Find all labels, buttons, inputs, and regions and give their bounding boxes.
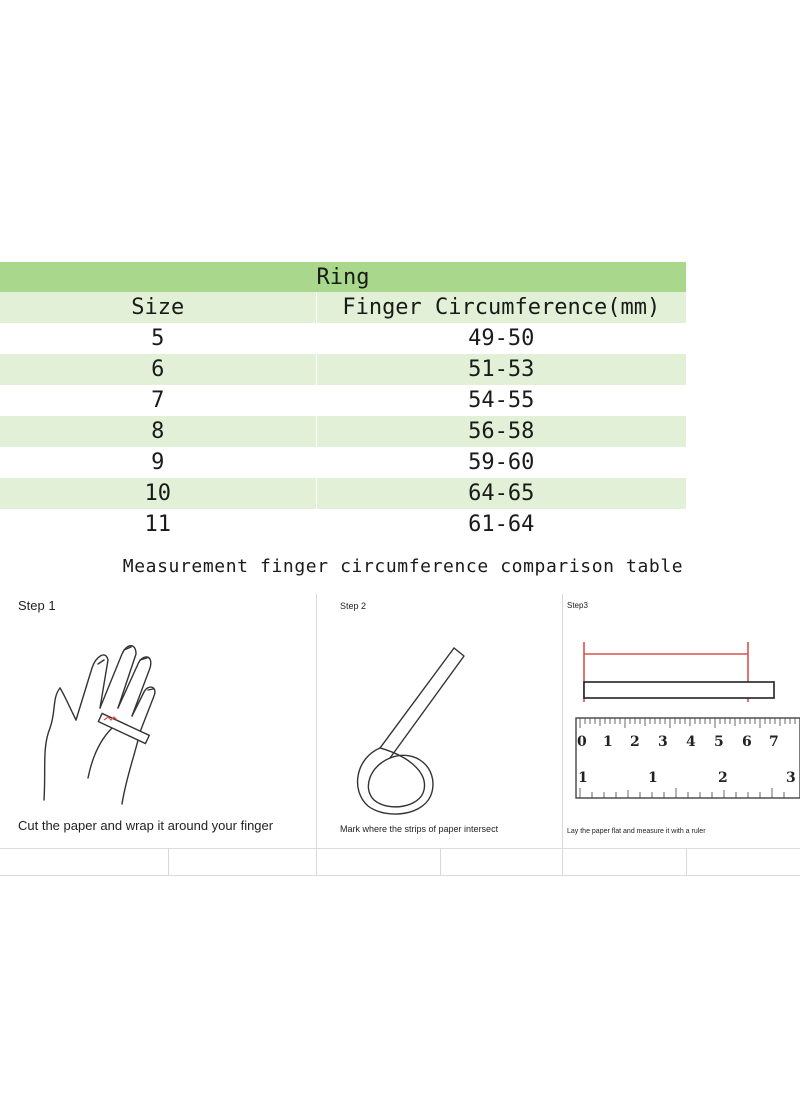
ruler-inch-label: 2 bbox=[718, 770, 728, 786]
ruler-mm-label: 1 bbox=[603, 734, 613, 750]
table-row bbox=[0, 416, 686, 447]
ruler-measure-illustration bbox=[572, 636, 800, 804]
ruler-mm-label: 2 bbox=[630, 734, 640, 750]
grid-divider bbox=[0, 848, 800, 849]
circumference-cell: 61-64 bbox=[316, 509, 686, 540]
table-row bbox=[0, 385, 686, 416]
circumference-cell: 54-55 bbox=[316, 385, 686, 416]
table-row bbox=[0, 447, 686, 478]
ruler-inch-label: 3 bbox=[786, 770, 796, 786]
circumference-cell: 59-60 bbox=[316, 447, 686, 478]
step2-caption: Mark where the strips of paper intersect bbox=[340, 824, 499, 834]
grid-divider bbox=[316, 594, 317, 876]
size-cell: 6 bbox=[151, 357, 165, 382]
step1-label: Step 1 bbox=[18, 598, 56, 613]
circumference-cell: 49-50 bbox=[316, 323, 686, 354]
size-cell: 10 bbox=[144, 481, 172, 506]
grid-divider bbox=[440, 848, 441, 876]
size-cell: 9 bbox=[151, 450, 165, 475]
step2-label: Step 2 bbox=[340, 601, 367, 611]
header-size: Size bbox=[131, 295, 185, 320]
circumference-cell: 56-58 bbox=[316, 416, 686, 447]
grid-divider bbox=[686, 848, 687, 876]
size-cell: 7 bbox=[151, 388, 165, 413]
grid-divider bbox=[168, 848, 169, 876]
circumference-cell: 51-53 bbox=[316, 354, 686, 385]
size-cell: 8 bbox=[151, 419, 165, 444]
paper-loop-illustration bbox=[346, 640, 476, 820]
table-row bbox=[0, 323, 686, 354]
table-row bbox=[0, 509, 686, 540]
size-cell: 11 bbox=[144, 512, 172, 537]
header-circumference: Finger Circumference(mm) bbox=[316, 292, 686, 323]
table-caption: Measurement finger circumference comparison table bbox=[122, 556, 684, 577]
ruler-mm-label: 4 bbox=[686, 734, 696, 750]
ruler-inch-label: 1 bbox=[648, 770, 658, 786]
step3-label: Step3 bbox=[567, 601, 588, 610]
step1-caption: Cut the paper and wrap it around your finger bbox=[18, 818, 274, 833]
size-cell: 5 bbox=[151, 326, 165, 351]
table-title: Ring bbox=[0, 262, 686, 292]
ruler-mm-label: 0 bbox=[577, 734, 587, 750]
hand-wrap-illustration bbox=[30, 628, 190, 808]
ruler-mm-label: 3 bbox=[658, 734, 668, 750]
ruler-mm-label: 7 bbox=[769, 734, 779, 750]
table-header-row bbox=[0, 292, 686, 323]
ruler-mm-label: 6 bbox=[742, 734, 752, 750]
ruler-mm-label: 5 bbox=[714, 734, 724, 750]
table-row bbox=[0, 478, 686, 509]
grid-divider bbox=[562, 594, 563, 876]
ring-size-table bbox=[0, 262, 686, 540]
table-row bbox=[0, 354, 686, 385]
grid-divider bbox=[0, 875, 800, 876]
circumference-cell: 64-65 bbox=[316, 478, 686, 509]
step3-caption: Lay the paper flat and measure it with a ruler bbox=[567, 828, 706, 835]
ruler-inch-label: 1 bbox=[578, 770, 588, 786]
